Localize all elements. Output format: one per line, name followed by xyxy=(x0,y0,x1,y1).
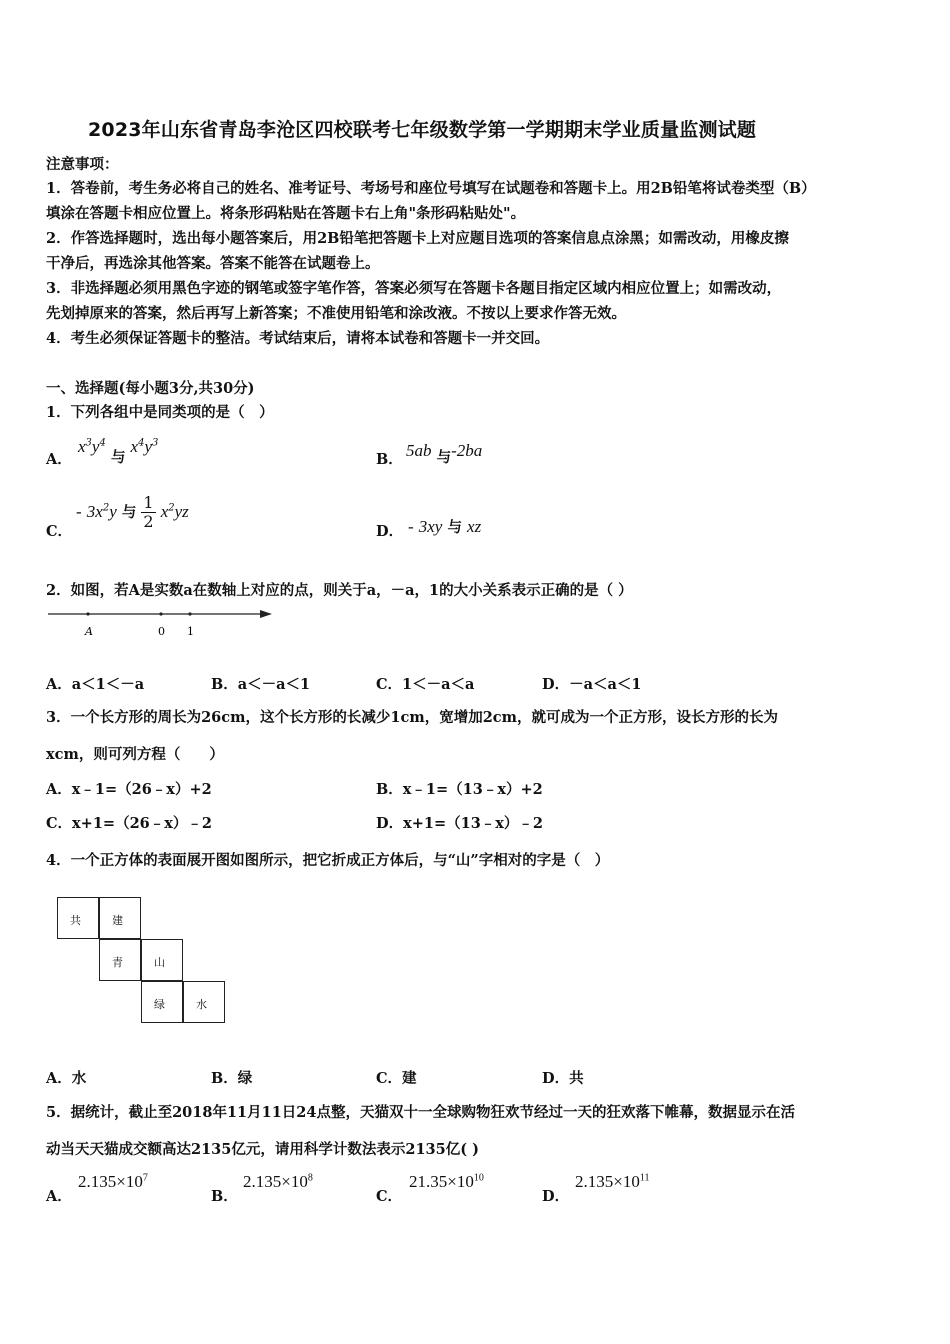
q5-option-d-value xyxy=(575,1172,649,1192)
q2-option-c: C．1＜－a＜a xyxy=(376,676,475,693)
q5-option-c-label: C． xyxy=(376,1188,403,1205)
var: y xyxy=(109,502,117,521)
q1-option-d-label: D． xyxy=(376,523,404,540)
q2-option-a: A．a＜1＜－a xyxy=(46,676,145,693)
q3-option-c: C．x+1=（26﹣x）﹣2 xyxy=(46,815,212,832)
number-line-figure xyxy=(40,600,280,645)
net-cell xyxy=(99,939,141,981)
q1-option-a-expr xyxy=(78,436,159,466)
var: y xyxy=(144,437,152,456)
minus-sign: - xyxy=(76,502,82,521)
mantissa: 2.135 xyxy=(575,1172,614,1191)
exponent: 4 xyxy=(138,437,145,449)
times-ten: ×10 xyxy=(281,1172,308,1191)
net-cell xyxy=(183,981,225,1023)
q1-option-c-expr xyxy=(76,494,189,531)
notice-item-2-line-1: 2．作答选择题时，选出每小题答案后，用2B铅笔把答题卡上对应题目选项的答案信息点涂黑；如需改动，用橡皮擦 xyxy=(46,230,789,247)
q5-stem-line-2: 动当天天猫成交额高达2135亿元，请用科学计数法表示2135亿( ) xyxy=(46,1141,479,1158)
expr-left: 5ab xyxy=(406,441,432,460)
q2-option-b: B．a＜－a＜1 xyxy=(211,676,311,693)
tick-0 xyxy=(159,612,162,615)
exponent: 4 xyxy=(99,437,106,449)
mantissa: 21.35 xyxy=(409,1172,448,1191)
and-word: 与 xyxy=(110,449,126,466)
q5-option-a-value xyxy=(78,1172,148,1192)
mantissa: 2.135 xyxy=(78,1172,117,1191)
q1-option-d-expr xyxy=(408,516,481,537)
expr-left: 3xy xyxy=(418,517,443,536)
expr-right: 2ba xyxy=(456,441,483,460)
page-title: 2023年山东省青岛李沧区四校联考七年级数学第一学期期末学业质量监测试题 xyxy=(88,119,757,141)
net-cell xyxy=(99,897,141,939)
var: 3x xyxy=(86,502,103,521)
fraction xyxy=(141,494,155,531)
cell-label: 水 xyxy=(196,998,207,1011)
var: x xyxy=(160,502,169,521)
exponent: 8 xyxy=(307,1172,313,1184)
cell-label: 山 xyxy=(154,956,165,969)
exponent: 11 xyxy=(639,1172,650,1184)
notice-item-2-line-2: 干净后，再选涂其他答案。答案不能答在试题卷上。 xyxy=(46,255,380,272)
tick-1 xyxy=(188,612,191,615)
tick-a xyxy=(86,612,89,615)
arrow-head xyxy=(260,610,272,618)
denominator: 2 xyxy=(143,512,154,531)
times-ten: ×10 xyxy=(116,1172,143,1191)
and-word: 与 xyxy=(447,519,462,536)
net-cell xyxy=(57,897,99,939)
q1-stem: 1．下列各组中是同类项的是（ ） xyxy=(46,404,274,421)
cell-label: 共 xyxy=(70,914,81,927)
label-0: 0 xyxy=(158,625,165,638)
expr-right: xz xyxy=(467,517,482,536)
q4-stem: 4．一个正方体的表面展开图如图所示，把它折成正方体后，与“山”字相对的字是（ ） xyxy=(46,852,610,869)
q4-option-c: C．建 xyxy=(376,1070,417,1087)
notice-item-4: 4．考生必须保证答题卡的整洁。考试结束后，请将本试卷和答题卡一并交回。 xyxy=(46,330,550,347)
q5-stem-line-1: 5．据统计，截止至2018年11月11日24点整，天猫双十一全球购物狂欢节经过一天的狂欢落下帷幕，数据显示在活 xyxy=(46,1104,795,1121)
q3-stem-line-1: 3．一个长方形的周长为26cm，这个长方形的长减少1cm，宽增加2cm，就可成为一个正方形，设长方形的长为 xyxy=(46,709,778,726)
mantissa: 2.135 xyxy=(243,1172,282,1191)
label-a: A xyxy=(85,625,93,638)
exponent: 3 xyxy=(85,437,92,449)
q4-option-a: A．水 xyxy=(46,1070,87,1087)
exponent: 2 xyxy=(168,502,175,514)
q3-option-b: B．x﹣1=（13﹣x）+2 xyxy=(376,781,543,798)
cell-label: 青 xyxy=(112,956,123,969)
q3-stem-line-2: xcm，则可列方程（ ） xyxy=(46,746,224,763)
notice-item-3-line-2: 先划掉原来的答案，然后再写上新答案；不准使用铅笔和涂改液。不按以上要求作答无效。 xyxy=(46,305,626,322)
q5-option-d-label: D． xyxy=(542,1188,570,1205)
q2-stem: 2．如图，若A是实数a在数轴上对应的点，则关于a，－a，1的大小关系表示正确的是（ ） xyxy=(46,582,633,599)
exponent: 2 xyxy=(102,502,110,514)
q3-option-a: A．x﹣1=（26﹣x）+2 xyxy=(46,781,212,798)
q1-option-b-label: B． xyxy=(376,451,403,468)
notice-item-1-line-1: 1．答卷前，考生务必将自己的姓名、准考证号、考场号和座位号填写在试题卷和答题卡上。用2B铅笔将试卷类型（B） xyxy=(46,180,816,197)
times-ten: ×10 xyxy=(447,1172,474,1191)
notice-item-3-line-1: 3．非选择题必须用黑色字迹的钢笔或签字笔作答，答案必须写在答题卡各题目指定区域内相应位置上；如需改动， xyxy=(46,280,782,297)
notice-item-1-line-2: 填涂在答题卡相应位置上。将条形码粘贴在答题卡右上角"条形码粘贴处"。 xyxy=(46,205,526,222)
times-ten: ×10 xyxy=(613,1172,640,1191)
q5-option-a-label: A． xyxy=(46,1188,72,1205)
exponent: 10 xyxy=(473,1172,484,1184)
q2-option-d: D．－a＜a＜1 xyxy=(542,676,642,693)
q5-option-b-value xyxy=(243,1172,313,1192)
q1-option-a-label: A． xyxy=(46,451,72,468)
q3-option-d: D．x+1=（13﹣x）﹣2 xyxy=(376,815,544,832)
cell-label: 绿 xyxy=(154,998,165,1011)
cell-label: 建 xyxy=(112,914,123,927)
exponent: 7 xyxy=(142,1172,148,1184)
net-cell xyxy=(141,981,183,1023)
section-heading: 一、选择题(每小题3分,共30分) xyxy=(46,380,255,397)
q4-option-b: B．绿 xyxy=(211,1070,253,1087)
net-cell xyxy=(141,939,183,981)
minus-sign: - xyxy=(408,517,414,536)
and-word: 与 xyxy=(436,449,452,466)
var: y xyxy=(91,437,100,456)
numerator: 1 xyxy=(143,493,154,512)
and-word: 与 xyxy=(121,504,137,521)
var: yz xyxy=(174,502,189,521)
minus-sign: - xyxy=(451,441,457,460)
q5-option-b-label: B． xyxy=(211,1188,238,1205)
exponent: 3 xyxy=(152,437,159,449)
q5-option-c-value xyxy=(409,1172,484,1192)
q4-option-d: D．共 xyxy=(542,1070,584,1087)
q1-option-c-label: C． xyxy=(46,523,73,540)
q1-option-b-expr xyxy=(406,440,483,466)
var: x xyxy=(130,437,139,456)
label-1: 1 xyxy=(187,625,194,638)
var: x xyxy=(78,437,86,456)
notice-heading: 注意事项： xyxy=(46,156,119,173)
